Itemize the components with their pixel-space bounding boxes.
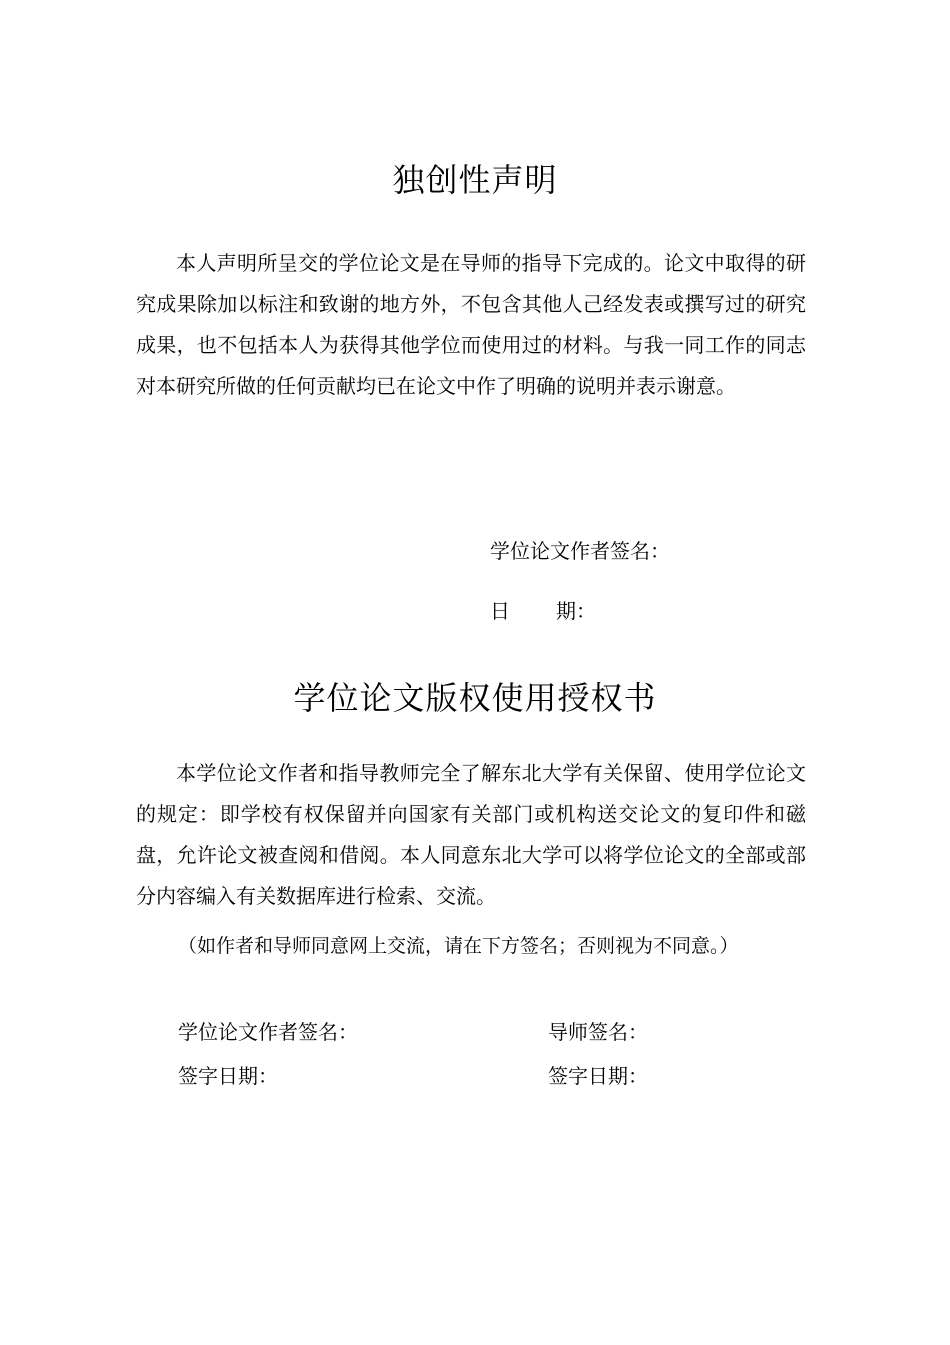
copyright-author-date-label: 签字日期：: [178, 1064, 278, 1088]
declaration-body: 本人声明所呈交的学位论文是在导师的指导下完成的。论文中取得的研究成果除加以标注和致谢的地方外，不包含其他人己经发表或撰写过的研究成果，也不包括本人为获得其他学位而使用过的材料。与我一同工作的同志对本研究所做的任何贡献均已在论文中作了明确的说明并表示谢意。: [136, 251, 806, 398]
copyright-title: 学位论文版权使用授权书: [293, 679, 657, 717]
copyright-body: 本学位论文作者和指导教师完全了解东北大学有关保留、使用学位论文的规定：即学校有权保留并向国家有关部门或机构送交论文的复印件和磁盘，允许论文被查阅和借阅。本人同意东北大学可以将学位论文的全部或部分内容编入有关数据库进行检索、交流。: [136, 761, 806, 908]
declaration-date-label: [490, 596, 596, 626]
copyright-advisor-date-label: 签字日期：: [548, 1064, 648, 1088]
declaration-title: 独创性声明: [392, 161, 558, 199]
copyright-author-signature-label: 学位论文作者签名：: [178, 1020, 358, 1044]
declaration-date-label-second: 期：: [556, 599, 596, 623]
declaration-date-label-first: 日: [490, 599, 510, 623]
declaration-author-signature-label: 学位论文作者签名：: [490, 539, 670, 563]
copyright-note: （如作者和导师同意网上交流，请在下方签名；否则视为不同意。）: [178, 935, 739, 957]
copyright-advisor-signature-label: 导师签名：: [548, 1020, 648, 1044]
